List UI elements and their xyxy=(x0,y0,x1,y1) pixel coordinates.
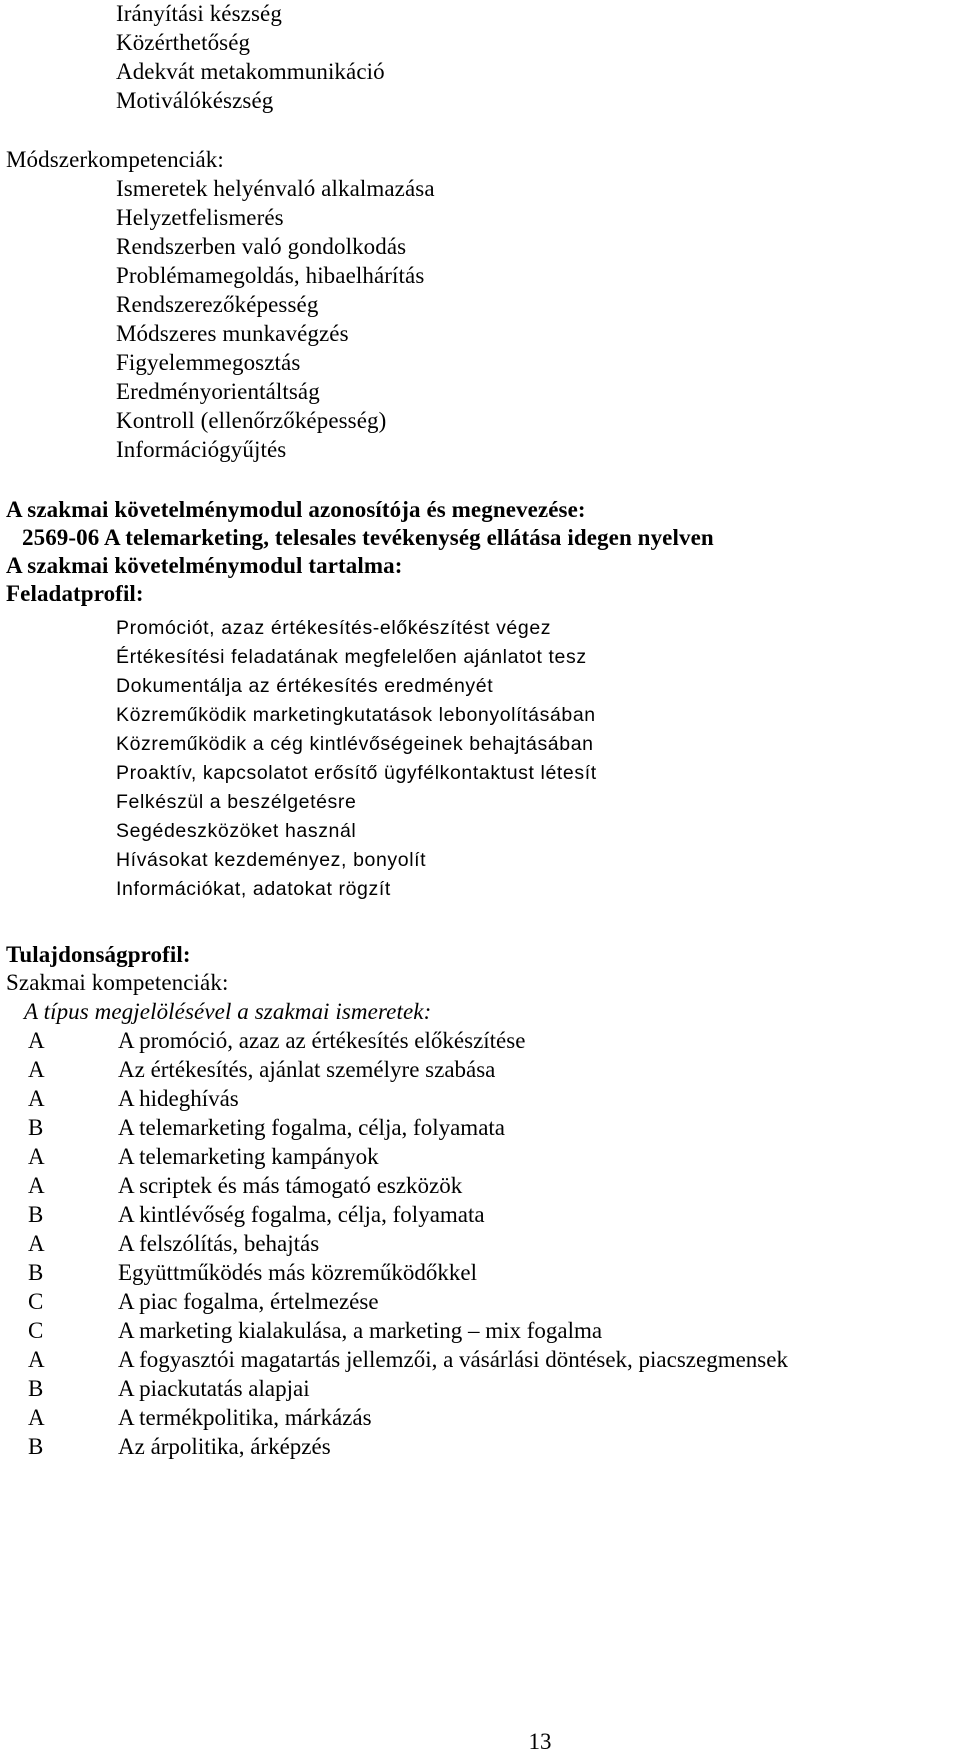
module-content-heading: A szakmai követelménymodul tartalma: xyxy=(6,553,403,578)
module-id-value: 2569-06 A telemarketing, telesales tevékenység ellátása idegen nyelven xyxy=(22,525,714,550)
knowledge-text: A kintlévőség fogalma, célja, folyamata xyxy=(118,1202,485,1227)
social-item: Motiválókészség xyxy=(116,88,274,113)
knowledge-text: A scriptek és más támogató eszközök xyxy=(118,1173,463,1198)
task-item: Dokumentálja az értékesítés eredményét xyxy=(116,675,494,697)
knowledge-type: A xyxy=(28,1347,45,1372)
knowledge-type: B xyxy=(28,1434,44,1459)
task-item: Segédeszközöket használ xyxy=(116,820,357,842)
knowledge-type: A xyxy=(28,1028,45,1053)
method-item: Figyelemmegosztás xyxy=(116,350,301,375)
method-item: Eredményorientáltság xyxy=(116,379,320,404)
knowledge-text: Az értékesítés, ajánlat személyre szabása xyxy=(118,1057,496,1082)
knowledge-text: A marketing kialakulása, a marketing – mix fogalma xyxy=(118,1318,603,1343)
method-item: Kontroll (ellenőrzőképesség) xyxy=(116,408,387,433)
knowledge-text: A piac fogalma, értelmezése xyxy=(118,1289,379,1314)
method-item: Problémamegoldás, hibaelhárítás xyxy=(116,263,425,288)
task-item: Proaktív, kapcsolatot erősítő ügyfélkontaktust létesít xyxy=(116,762,597,784)
task-item: Információkat, adatokat rögzít xyxy=(116,878,391,900)
task-item: Felkészül a beszélgetésre xyxy=(116,791,357,813)
task-item: Hívásokat kezdeményez, bonyolít xyxy=(116,849,427,871)
knowledge-text: A hideghívás xyxy=(118,1086,239,1111)
knowledge-type: B xyxy=(28,1260,44,1285)
knowledge-type: A xyxy=(28,1173,45,1198)
knowledge-text: A telemarketing kampányok xyxy=(118,1144,379,1169)
knowledge-type: B xyxy=(28,1376,44,1401)
method-item: Ismeretek helyénvaló alkalmazása xyxy=(116,176,435,201)
method-item: Rendszerezőképesség xyxy=(116,292,319,317)
knowledge-type: A xyxy=(28,1144,45,1169)
knowledge-type: A xyxy=(28,1405,45,1430)
page-number-value: 13 xyxy=(528,1729,552,1754)
method-item: Helyzetfelismerés xyxy=(116,205,284,230)
method-item: Rendszerben való gondolkodás xyxy=(116,234,407,259)
knowledge-type: A xyxy=(28,1086,45,1111)
task-profile-heading: Feladatprofil: xyxy=(6,581,144,606)
knowledge-type: B xyxy=(28,1115,44,1140)
knowledge-type: C xyxy=(28,1318,44,1343)
social-item: Adekvát metakommunikáció xyxy=(116,59,385,84)
knowledge-text: A piackutatás alapjai xyxy=(118,1376,310,1401)
knowledge-text: A promóció, azaz az értékesítés előkészítése xyxy=(118,1028,526,1053)
method-item: Módszeres munkavégzés xyxy=(116,321,349,346)
method-item: Információgyűjtés xyxy=(116,437,287,462)
knowledge-type: C xyxy=(28,1289,44,1314)
social-item: Közérthetőség xyxy=(116,30,251,55)
method-heading: Módszerkompetenciák: xyxy=(6,147,224,172)
module-id-heading: A szakmai követelménymodul azonosítója és megnevezése: xyxy=(6,497,586,522)
task-item: Közreműködik marketingkutatások lebonyolításában xyxy=(116,704,596,726)
knowledge-text: A felszólítás, behajtás xyxy=(118,1231,320,1256)
knowledge-type: A xyxy=(28,1057,45,1082)
task-item: Promóciót, azaz értékesítés-előkészítést végez xyxy=(116,617,552,639)
knowledge-text: Az árpolitika, árképzés xyxy=(118,1434,331,1459)
knowledge-text: A termékpolitika, márkázás xyxy=(118,1405,372,1430)
professional-competences-heading: Szakmai kompetenciák: xyxy=(6,970,229,995)
knowledge-type: B xyxy=(28,1202,44,1227)
knowledge-text: Együttműködés más közreműködőkkel xyxy=(118,1260,477,1285)
task-item: Közreműködik a cég kintlévőségeinek behajtásában xyxy=(116,733,594,755)
page-number xyxy=(0,1728,960,1756)
type-note: A típus megjelölésével a szakmai ismeretek: xyxy=(24,999,432,1024)
knowledge-type: A xyxy=(28,1231,45,1256)
social-item: Irányítási készség xyxy=(116,1,282,26)
knowledge-text: A telemarketing fogalma, célja, folyamata xyxy=(118,1115,506,1140)
knowledge-text: A fogyasztói magatartás jellemzői, a vásárlási döntések, piacszegmensek xyxy=(118,1347,788,1372)
task-item: Értékesítési feladatának megfelelően ajánlatot tesz xyxy=(116,646,587,668)
property-profile-heading: Tulajdonságprofil: xyxy=(6,942,191,967)
